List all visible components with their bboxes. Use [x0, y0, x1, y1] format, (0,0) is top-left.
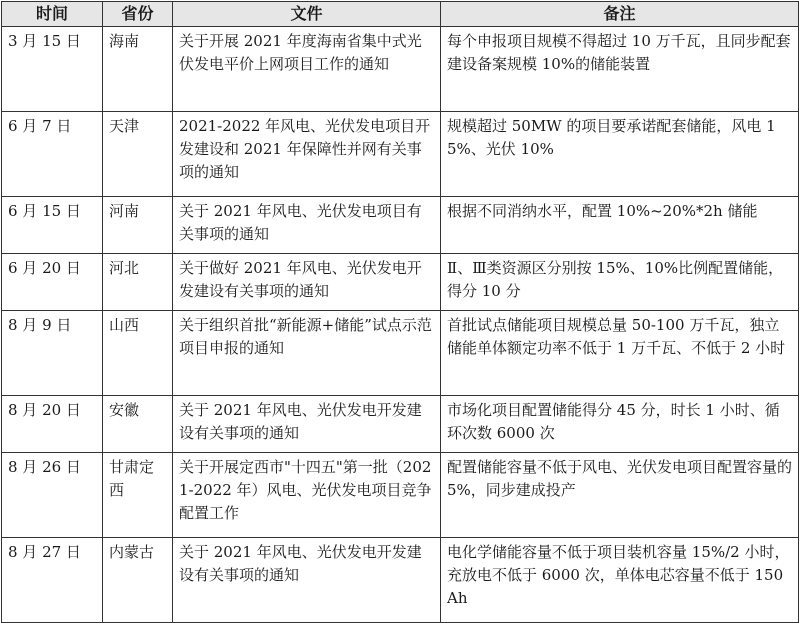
table-row: [2, 254, 799, 311]
cell-time: 8 月 20 日: [2, 396, 103, 453]
cell-document: 关于做好 2021 年风电、光伏发电开发建设有关事项的通知: [173, 254, 441, 311]
table-row: [2, 538, 799, 623]
cell-time: 3 月 15 日: [2, 27, 103, 112]
table-row: [2, 453, 799, 538]
cell-note: 规模超过 50MW 的项目要承诺配套储能，风电 15%、光伏 10%: [441, 112, 799, 197]
cell-province: 河北: [103, 254, 173, 311]
cell-time: 6 月 15 日: [2, 197, 103, 254]
cell-province: 甘肃定西: [103, 453, 173, 538]
cell-document: 关于开展定西市"十四五"第一批（2021-2022 年）风电、光伏发电项目竞争配置工作: [173, 453, 441, 538]
table-row: [2, 396, 799, 453]
table-row: [2, 27, 799, 112]
cell-document: 关于 2021 年风电、光伏发电开发建设有关事项的通知: [173, 396, 441, 453]
cell-note: Ⅱ、Ⅲ类资源区分别按 15%、10%比例配置储能，得分 10 分: [441, 254, 799, 311]
header-document: 文件: [173, 2, 441, 27]
cell-province: 山西: [103, 311, 173, 396]
cell-document: 2021-2022 年风电、光伏发电项目开发建设和 2021 年保障性并网有关事项的通知: [173, 112, 441, 197]
cell-time: 6 月 20 日: [2, 254, 103, 311]
cell-province: 河南: [103, 197, 173, 254]
cell-province: 天津: [103, 112, 173, 197]
cell-province: 海南: [103, 27, 173, 112]
cell-note: 每个申报项目规模不得超过 10 万千瓦，且同步配套建设备案规模 10%的储能装置: [441, 27, 799, 112]
cell-note: 根据不同消纳水平，配置 10%~20%*2h 储能: [441, 197, 799, 254]
cell-note: 市场化项目配置储能得分 45 分，时长 1 小时、循环次数 6000 次: [441, 396, 799, 453]
table-row: [2, 311, 799, 396]
cell-time: 8 月 26 日: [2, 453, 103, 538]
cell-province: 安徽: [103, 396, 173, 453]
cell-note: 电化学储能容量不低于项目装机容量 15%/2 小时，充放电不低于 6000 次，单体电芯容量不低于 150Ah: [441, 538, 799, 623]
table-row: [2, 197, 799, 254]
header-note: 备注: [441, 2, 799, 27]
header-time: 时间: [2, 2, 103, 27]
cell-time: 8 月 27 日: [2, 538, 103, 623]
policy-table: [1, 1, 799, 623]
cell-document: 关于开展 2021 年度海南省集中式光伏发电平价上网项目工作的通知: [173, 27, 441, 112]
cell-time: 6 月 7 日: [2, 112, 103, 197]
cell-note: 首批试点储能项目规模总量 50-100 万千瓦，独立储能单体额定功率不低于 1 万千瓦、不低于 2 小时: [441, 311, 799, 396]
cell-document: 关于 2021 年风电、光伏发电项目有关事项的通知: [173, 197, 441, 254]
header-province: 省份: [103, 2, 173, 27]
cell-province: 内蒙古: [103, 538, 173, 623]
cell-document: 关于组织首批“新能源+储能”试点示范项目申报的通知: [173, 311, 441, 396]
header-row: [2, 2, 799, 27]
cell-note: 配置储能容量不低于风电、光伏发电项目配置容量的 5%，同步建成投产: [441, 453, 799, 538]
cell-document: 关于 2021 年风电、光伏发电开发建设有关事项的通知: [173, 538, 441, 623]
cell-time: 8 月 9 日: [2, 311, 103, 396]
table-row: [2, 112, 799, 197]
